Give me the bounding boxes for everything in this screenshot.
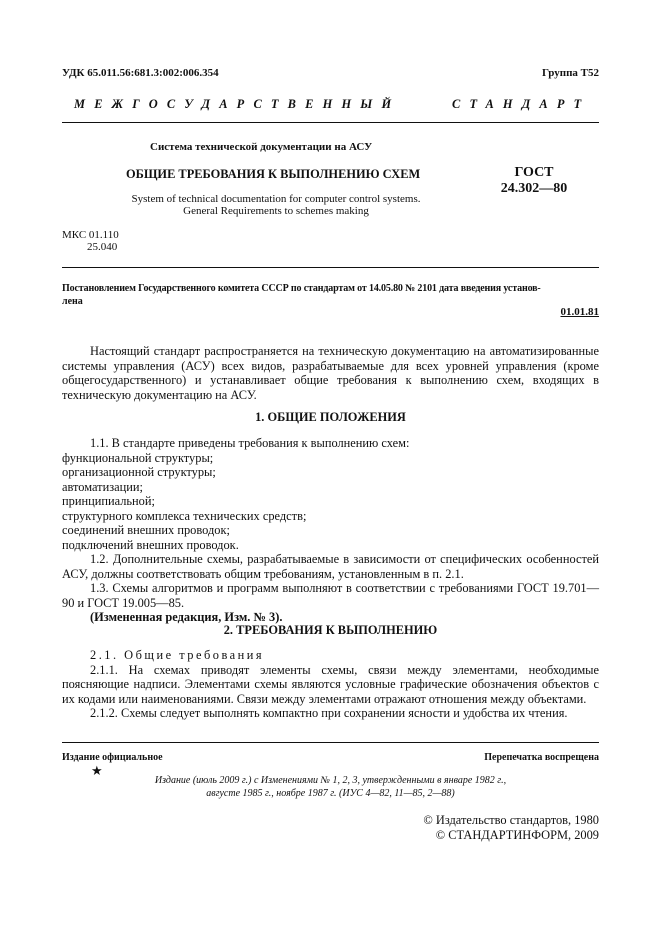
mks-code-1: МКС 01.110 <box>62 229 119 241</box>
interstate-label: МЕЖГОСУДАРСТВЕННЫЙ <box>74 97 401 111</box>
list-item: автоматизации; <box>62 479 143 494</box>
gost-label: ГОСТ <box>514 165 554 180</box>
copyright-2: © СТАНДАРТИНФОРМ, 2009 <box>435 828 599 842</box>
english-title-line2: General Requirements to schemes making <box>183 205 369 217</box>
section1-heading: 1. ОБЩИЕ ПОЛОЖЕНИЯ <box>255 410 406 424</box>
mks-code-2: 25.040 <box>87 241 118 253</box>
decree-line1: Постановлением Государственного комитета СССР по стандартам от 14.05.80 № 2101 дата введения установ- <box>62 283 541 294</box>
clause-1-3: 1.3. Схемы алгоритмов и программ выполняют в соответствии с требованиями ГОСТ 19.701—90 и ГОСТ 19.005—85. <box>62 581 599 610</box>
header-rule <box>62 122 599 123</box>
decree-line2: лена <box>62 296 83 307</box>
gost-number: 24.302—80 <box>500 181 568 196</box>
group-code: Группа Т52 <box>541 67 599 79</box>
list-item: подключений внешних проводок. <box>62 537 239 552</box>
effective-date: 01.01.81 <box>560 306 599 318</box>
list-item: структурного комплекса технических средств; <box>62 508 307 523</box>
english-title-line1: System of technical documentation for computer control systems. <box>131 193 421 205</box>
clause-1-2: 1.2. Дополнительные схемы, разрабатываемые в зависимости от специфических особенностей АСУ, должны соответствовать общим требованиям, установленным в п. 2.1. <box>62 552 599 581</box>
system-title: Система технической документации на АСУ <box>150 141 373 153</box>
amendment-note: (Измененная редакция, Изм. № 3). <box>90 610 283 624</box>
clause-2-1-2: 2.1.2. Схемы следует выполнять компактно при сохранении ясности и удобства их чтения. <box>90 706 568 720</box>
footer-rule <box>62 742 599 743</box>
list-item: функциональной структуры; <box>62 450 214 465</box>
edition-line2: августе 1985 г., ноябре 1987 г. (ИУС 4—82, 11—85, 2—88) <box>206 788 455 799</box>
list-item: соединений внешних проводок; <box>62 523 230 537</box>
title-rule <box>62 267 599 268</box>
standard-label: СТАНДАРТ <box>452 97 591 111</box>
official-edition: Издание официальное <box>62 752 163 763</box>
section2-heading: 2. ТРЕБОВАНИЯ К ВЫПОЛНЕНИЮ <box>223 623 438 637</box>
section1-body <box>62 436 599 625</box>
copyright-1: © Издательство стандартов, 1980 <box>423 813 599 827</box>
reprint-prohibited: Перепечатка воспрещена <box>484 752 599 763</box>
clause-2-1 <box>62 648 599 663</box>
intro-paragraph: Настоящий стандарт распространяется на техническую документацию на автоматизированные системы управления (АСУ) всех видов, разрабатываемые для всех уровней управления (кроме общегосударственного) и устанавливает общие требования к выполнению схем, входящих в техническую документацию на АСУ. <box>62 344 599 402</box>
clause-2-1-1: 2.1.1. На схемах приводят элементы схемы, связи между элементами, необходимые поясняющие надписи. Элементами схемы являются условные графические обозначения объектов с их кодами или наименованиями. Связи между элементами отражают отношения между объектами. <box>62 662 599 706</box>
star-icon: ★ <box>91 763 103 778</box>
list-item: организационной структуры; <box>62 465 216 479</box>
edition-line1: Издание (июль 2009 г.) с Изменениями № 1, 2, 3, утвержденными в январе 1982 г., <box>154 775 507 786</box>
section2-body <box>62 648 599 721</box>
document-title: ОБЩИЕ ТРЕБОВАНИЯ К ВЫПОЛНЕНИЮ СХЕМ <box>126 167 421 181</box>
udk-code: УДК 65.011.56:681.3:002:006.354 <box>62 67 219 79</box>
clause-2-1-text: 2.1. Общие требования <box>90 648 265 662</box>
list-item: принципиальной; <box>62 494 155 508</box>
clause-1-1: 1.1. В стандарте приведены требования к выполнению схем: <box>90 436 410 450</box>
